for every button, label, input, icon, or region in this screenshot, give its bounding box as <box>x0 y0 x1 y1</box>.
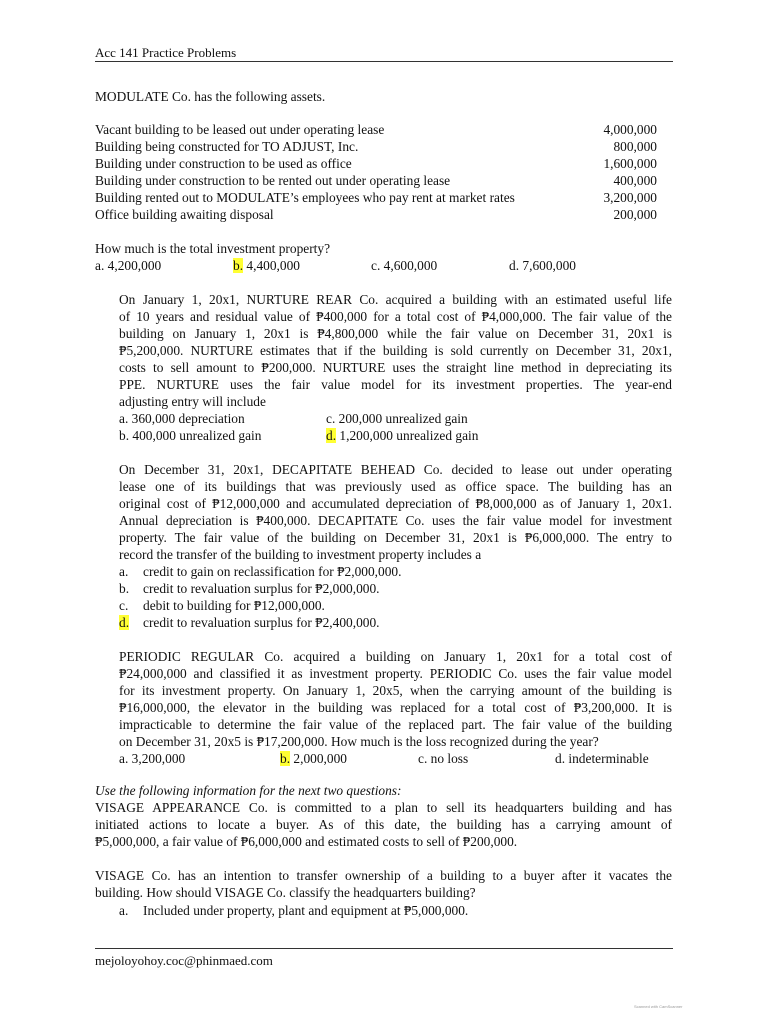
asset-label: Building rented out to MODULATE’s employees who pay rent at market rates <box>95 190 515 205</box>
q1-choice-b: b. 4,400,000 <box>233 258 300 273</box>
q1-asset-list <box>95 121 657 223</box>
q3-paragraph: On December 31, 20x1, DECAPITATE BEHEAD Co. decided to lease out under operating lease one of its buildings that was previously used as office space. The building has an original cost of ₱12,000,000 and accumulated depreciation of ₱8,000,000 as of January 1, 20x1. Annual depreciation is ₱400,000. DECAPITATE Co. uses the fair value model for investment property. The fair value of the building on December 31, 20x1 is ₱6,000,000. The entry to record the transfer of the building to investment property includes a <box>119 462 672 562</box>
asset-row <box>95 155 657 172</box>
asset-label: Vacant building to be leased out under operating lease <box>95 122 385 137</box>
asset-amount: 800,000 <box>613 139 657 154</box>
q5-scenario: VISAGE APPEARANCE Co. is committed to a plan to sell its headquarters building and has initiated actions to locate a buyer. As of this date, the building has a carrying amount of ₱5,000,000, a fair value of ₱6,000,000 and estimated costs to sell of ₱200,000. <box>95 800 672 849</box>
asset-label: Office building awaiting disposal <box>95 207 274 222</box>
answer-highlight: b. <box>233 258 244 273</box>
asset-amount: 200,000 <box>613 207 657 222</box>
asset-label: Building under construction to be rented out under operating lease <box>95 173 451 188</box>
q1-question: How much is the total investment property? <box>95 241 331 256</box>
q5-instruction: Use the following information for the next two questions: <box>95 783 402 798</box>
q3-choice-d: d. credit to revaluation surplus for ₱2,400,000. <box>119 615 380 630</box>
asset-row <box>95 206 657 223</box>
footer-email: mejoloyohoy.coc@phinmaed.com <box>95 953 273 968</box>
q4-choice-d: d. indeterminable <box>555 751 649 766</box>
asset-label: Building under construction to be used as office <box>95 156 352 171</box>
asset-amount: 1,600,000 <box>603 156 657 171</box>
q2-choice-d: d. 1,200,000 unrealized gain <box>326 428 479 443</box>
q1-intro: MODULATE Co. has the following assets. <box>95 89 326 104</box>
asset-row <box>95 172 657 189</box>
q4-choice-c: c. no loss <box>418 751 469 766</box>
q1-choice-c: c. 4,600,000 <box>371 258 438 273</box>
q3-choice-b: b. credit to revaluation surplus for ₱2,000,000. <box>119 581 380 596</box>
asset-amount: 3,200,000 <box>603 190 657 205</box>
asset-row <box>95 189 657 206</box>
q3-choice-a: a. credit to gain on reclassification for ₱2,000,000. <box>119 564 402 579</box>
asset-row <box>95 138 657 155</box>
q5-question: VISAGE Co. has an intention to transfer ownership of a building to a buyer after it vacates the building. How should VISAGE Co. classify the headquarters building? <box>95 868 672 900</box>
asset-amount: 400,000 <box>613 173 657 188</box>
asset-row <box>95 121 657 138</box>
q5-choice-a: a. Included under property, plant and equipment at ₱5,000,000. <box>119 903 469 918</box>
q4-choice-a: a. 3,200,000 <box>119 751 186 766</box>
q2-choice-b: b. 400,000 unrealized gain <box>119 428 262 443</box>
answer-highlight: b. <box>280 751 291 766</box>
q2-choice-c: c. 200,000 unrealized gain <box>326 411 468 426</box>
q2-choice-a: a. 360,000 depreciation <box>119 411 245 426</box>
q4-choice-b: b. 2,000,000 <box>280 751 347 766</box>
q4-paragraph: PERIODIC REGULAR Co. acquired a building on January 1, 20x1 for a total cost of ₱24,000,000 and classified it as investment property. PERIODIC Co. uses the fair value model for its investment property. On January 1, 20x5, when the carrying amount of the building is ₱16,000,000, the elevator in the building was replaced for a total cost of ₱3,200,000. It is impracticable to determine the fair value of the replaced part. The fair value of the building on December 31, 20x5 is ₱17,200,000. How much is the loss recognized during the year? <box>119 649 672 749</box>
page-header: Acc 141 Practice Problems <box>95 45 237 60</box>
footer-rule <box>95 948 673 949</box>
asset-amount: 4,000,000 <box>603 122 657 137</box>
q3-choice-list <box>119 563 401 631</box>
scanner-watermark: Scanned with CamScanner <box>634 1004 683 1009</box>
answer-highlight: d. <box>119 615 130 630</box>
q2-paragraph: On January 1, 20x1, NURTURE REAR Co. acquired a building with an estimated useful life of 10 years and residual value of ₱400,000 for a total cost of ₱4,000,000. The fair value of the building on January 1, 20x1 is ₱4,800,000 while the fair value on December 31, 20x1 is ₱5,200,000. NURTURE estimates that if the building is sold currently on December 31, 20x1, costs to sell amount to ₱200,000. NURTURE uses the straight line method in depreciating its PPE. NURTURE uses the fair value model for its investment properties. The year-end adjusting entry will include <box>119 292 672 409</box>
q1-choice-d: d. 7,600,000 <box>509 258 576 273</box>
q3-choice-c: c. debit to building for ₱12,000,000. <box>119 598 325 613</box>
asset-label: Building being constructed for TO ADJUST, Inc. <box>95 139 359 154</box>
answer-highlight: d. <box>326 428 337 443</box>
header-rule <box>95 61 673 62</box>
q1-choice-a: a. 4,200,000 <box>95 258 162 273</box>
